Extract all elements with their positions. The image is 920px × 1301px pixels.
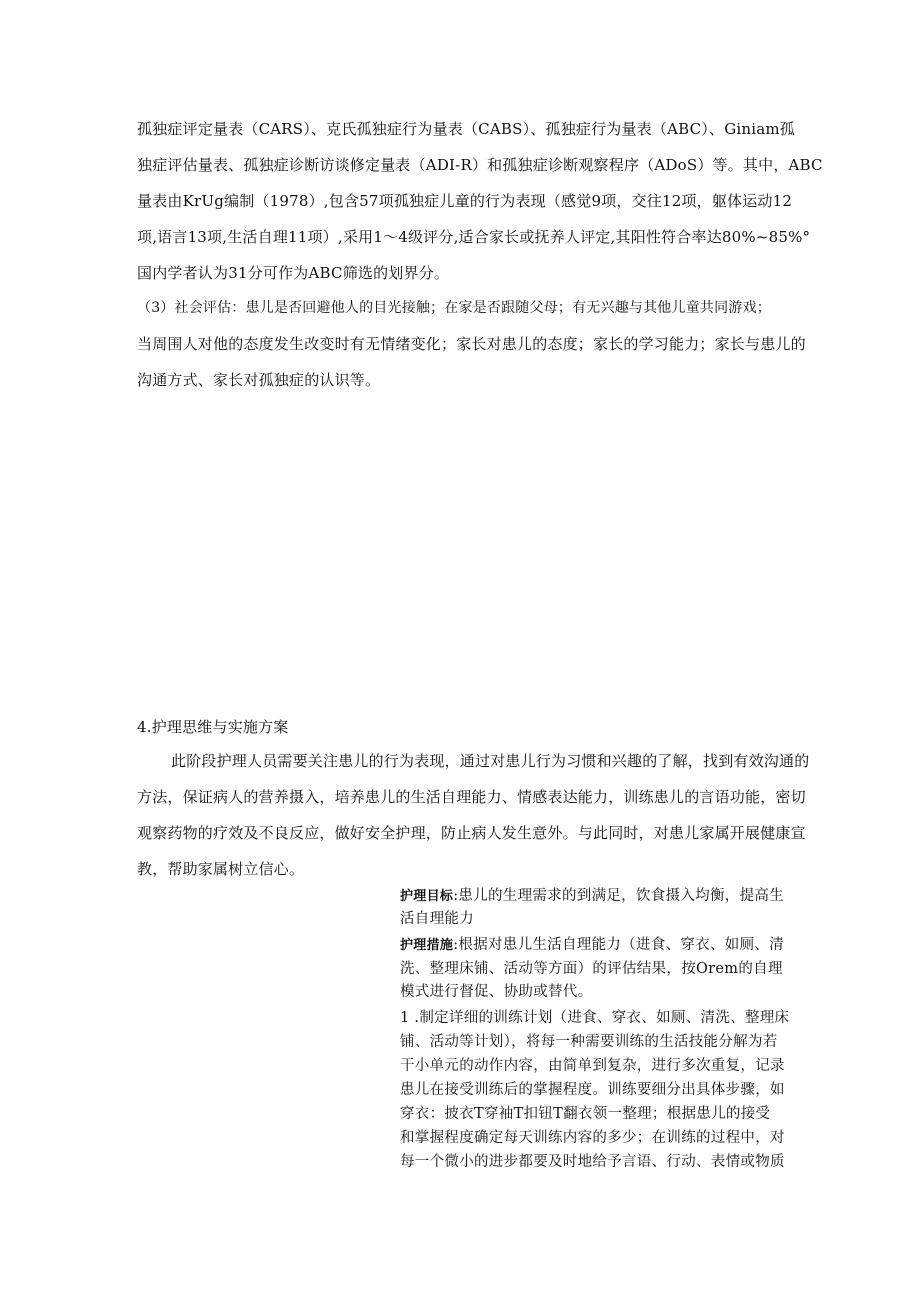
care-measure-label: 护理措施	[400, 938, 454, 953]
text-line: 活自理能力	[400, 911, 474, 927]
text-line: 观察药物的疗效及不良反应，做好安全护理，防止病人发生意外。与此同时，对患儿家属开展健康宣	[137, 824, 806, 842]
care-goal-line	[400, 884, 784, 905]
text-line: 教，帮助家属树立信心。	[137, 860, 305, 878]
text-line: 孤独症评定量表（CARS）、克氏孤独症行为量表（CABS）、孤独症行为量表（ABC）、Giniam孤	[137, 120, 796, 138]
care-goal-label: 护理目标	[400, 889, 454, 904]
text-line: 沟通方式、家长对孤独症的认识等。	[137, 371, 381, 389]
text-line: 量表由KrUg编制（1978）,包含57项孤独症儿童的行为表现（感觉9项，交往12项，躯体运动12	[137, 192, 793, 210]
care-measure-line	[400, 933, 784, 954]
text-line: 1 .制定详细的训练计划（进食、穿衣、如厕、清洗、整理床	[400, 1010, 790, 1026]
text-line: 干小单元的动作内容，由简单到复杂，进行多次重复，记录	[400, 1058, 785, 1074]
text-line: 穿衣：披衣T穿袖T扣钮T翻衣领一整理；根据患儿的接受	[400, 1106, 771, 1122]
section-heading: 4.护理思维与实施方案	[137, 718, 289, 736]
text-line: 模式进行督促、协助或替代。	[400, 984, 593, 1000]
text-line: 和掌握程度确定每天训练内容的多少；在训练的过程中，对	[400, 1130, 785, 1146]
text-line: 患儿在接受训练后的掌握程度。训练要细分出具体步骤，如	[400, 1082, 785, 1098]
text-line: （3）社会评估：患儿是否回避他人的目光接触；在家是否跟随父母；有无兴趣与其他儿童共同游戏；	[137, 300, 771, 316]
text-line: 当周围人对他的态度发生改变时有无情绪变化；家长对患儿的态度；家长的学习能力；家长与患儿的	[137, 335, 806, 353]
text-line: 每一个微小的进步都要及时地给予言语、行动、表情或物质	[400, 1154, 785, 1170]
text-line: 项,语言13项,生活自理11项）,采用1～4级评分,适合家长或抚养人评定,其阳性符合率达80%~85%°	[137, 228, 811, 246]
text-line: 独症评估量表、孤独症诊断访谈修定量表（ADI-R）和孤独症诊断观察程序（ADoS）等。其中，ABC	[137, 156, 823, 174]
text-line: 此阶段护理人员需要关注患儿的行为表现，通过对患儿行为习惯和兴趣的了解，找到有效沟通的	[171, 752, 810, 770]
text-span: :患儿的生理需求的到满足，饮食摄入均衡，提高生	[453, 888, 784, 904]
text-span: :根据对患儿生活自理能力（进食、穿衣、如厕、清	[453, 937, 784, 953]
text-line: 洗、整理床铺、活动等方面）的评估结果，按Orem的自理	[400, 961, 783, 977]
text-line: 铺、活动等计划），将每一种需要训练的生活技能分解为若	[400, 1034, 778, 1050]
text-line: 国内学者认为31分可作为ABC筛选的划界分。	[137, 264, 450, 282]
text-line: 方法，保证病人的营养摄入，培养患儿的生活自理能力、情感表达能力，训练患儿的言语功能，密切	[137, 788, 806, 806]
